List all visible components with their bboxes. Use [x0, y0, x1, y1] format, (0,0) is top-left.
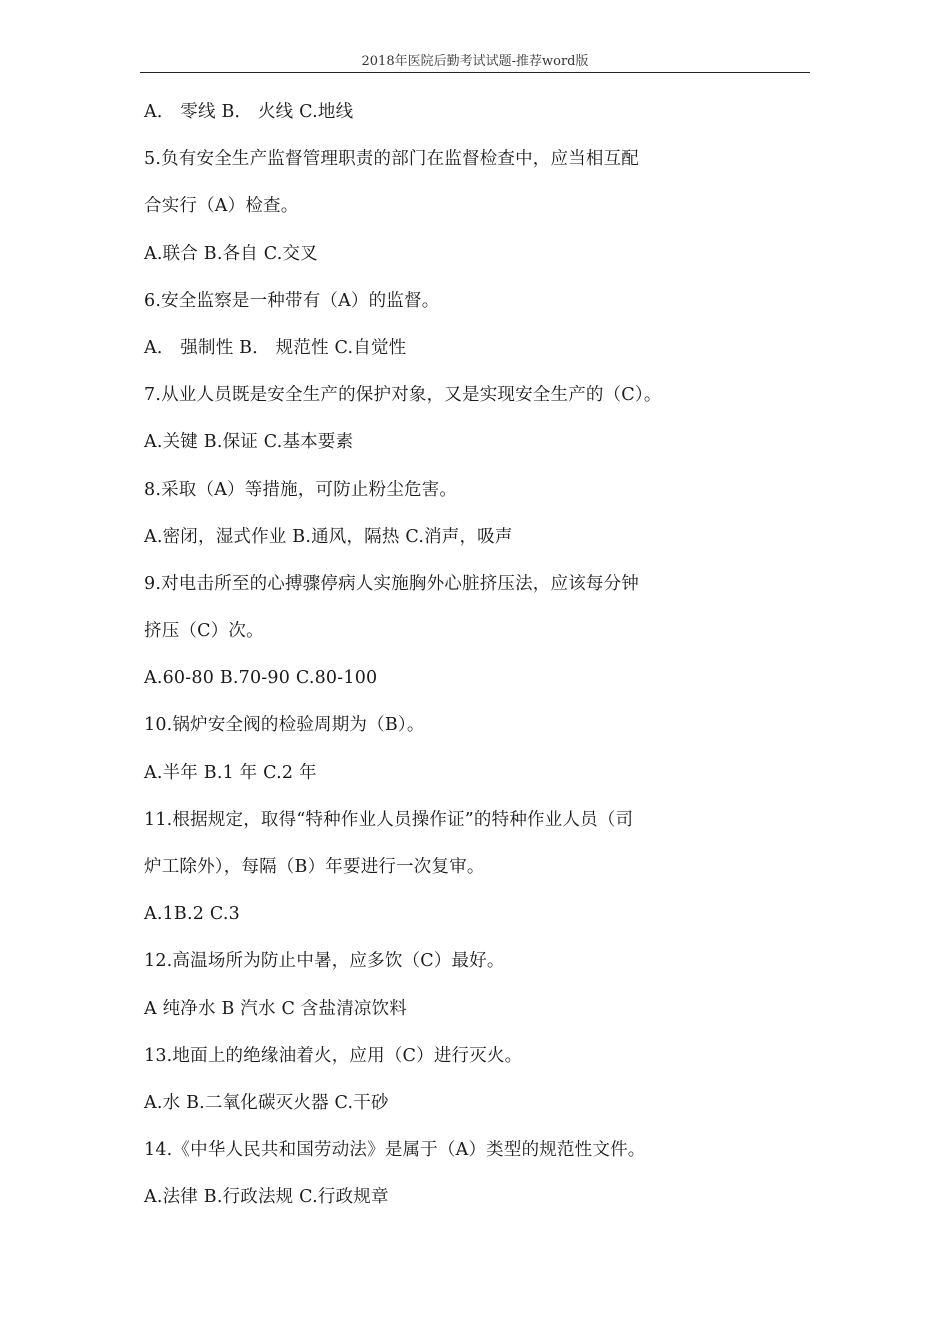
text-line: 7.从业人员既是安全生产的保护对象，又是实现安全生产的（C）。	[144, 385, 662, 406]
text-line: 11.根据规定，取得“特种作业人员操作证”的特种作业人员（司	[144, 809, 634, 830]
text-line: 8.采取（A）等措施，可防止粉尘危害。	[144, 479, 458, 500]
text-line: 炉工除外），每隔（B）年要进行一次复审。	[144, 857, 485, 877]
document-body	[144, 94, 764, 1227]
text-line: A.法律 B.行政法规 C.行政规章	[144, 1187, 389, 1208]
text-line: 9.对电击所至的心搏骤停病人实施胸外心脏挤压法，应该每分钟	[144, 573, 639, 594]
text-line: A.联合 B.各自 C.交叉	[144, 243, 318, 264]
text-line: A.1B.2 C.3	[144, 904, 240, 925]
text-line: A.密闭，湿式作业 B.通风，隔热 C.消声，吸声	[144, 526, 513, 547]
text-line: 5.负有安全生产监督管理职责的部门在监督检查中，应当相互配	[144, 149, 639, 170]
text-line: A 纯净水 B 汽水 C 含盐清凉饮料	[144, 998, 408, 1019]
text-line: 14.《中华人民共和国劳动法》是属于（A）类型的规范性文件。	[144, 1140, 646, 1161]
text-line: A.60-80 B.70-90 C.80-100	[144, 668, 378, 689]
text-line: A． 强制性 B． 规范性 C.自觉性	[144, 337, 407, 358]
text-line: 12.高温场所为防止中暑，应多饮（C）最好。	[144, 951, 505, 972]
page-header	[140, 52, 810, 73]
text-line: 合实行（A）检查。	[144, 196, 299, 217]
text-line: A.半年 B.1 年 C.2 年	[144, 762, 317, 783]
text-line: 6.安全监察是一种带有（A）的监督。	[144, 290, 440, 311]
text-line: A.水 B.二氧化碳灭火器 C.干砂	[144, 1092, 389, 1113]
text-line: 10.锅炉安全阀的检验周期为（B）。	[144, 715, 425, 736]
text-line: 13.地面上的绝缘油着火，应用（C）进行灭火。	[144, 1045, 523, 1066]
header-title: 2018年医院后勤考试试题-推荐word版	[361, 54, 589, 69]
text-line: A.关键 B.保证 C.基本要素	[144, 432, 354, 453]
text-line: A． 零线 B． 火线 C.地线	[144, 102, 354, 122]
text-line: 挤压（C）次。	[144, 621, 264, 642]
